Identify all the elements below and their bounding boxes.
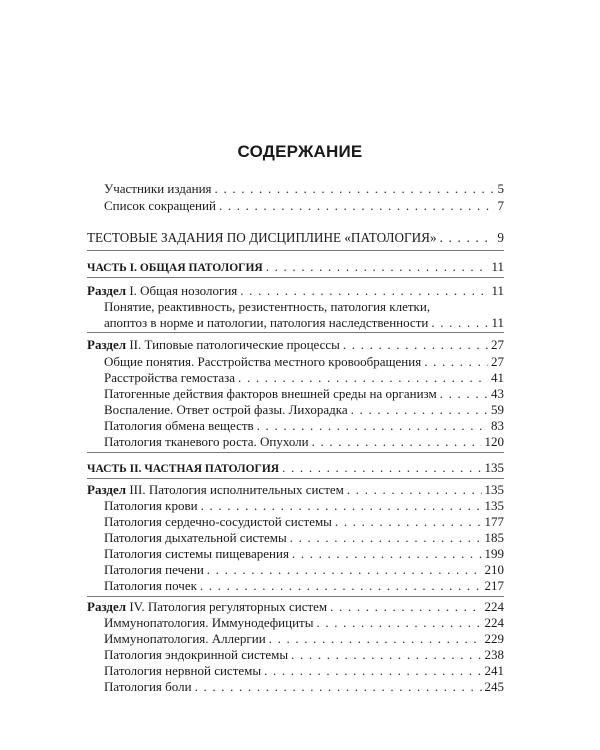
divider [87,250,504,251]
toc-entry-page: 241 [484,663,504,678]
leader-dots [351,401,488,418]
section-title: IV. Патология регуляторных систем [129,599,328,614]
toc-entry-page: 43 [491,386,504,401]
leader-dots [240,282,488,299]
toc-entry[interactable] [104,529,504,546]
toc-entry[interactable] [104,545,504,562]
toc-entry-title: Патология нервной системы [104,663,262,678]
leader-dots [207,561,482,578]
toc-entry-page: 59 [491,402,504,417]
toc-section-1[interactable] [87,282,504,299]
leader-dots [215,180,495,197]
leader-dots [257,417,488,434]
leader-dots [335,513,482,530]
leader-dots [238,369,488,386]
toc-entry-page: 210 [484,562,504,577]
divider [87,452,504,453]
toc-section-heading [87,282,237,299]
toc-entry-page: 224 [484,599,504,614]
toc-entry[interactable] [104,513,504,530]
toc-section-3[interactable] [87,481,504,498]
toc-entry-title: Участники издания [104,181,212,196]
toc-entry[interactable] [104,577,504,594]
toc-entry-page: 9 [497,230,504,245]
leader-dots [264,662,481,679]
toc-main-title[interactable] [87,229,504,246]
toc-entry-page: 238 [484,647,504,662]
toc-entry-page: 11 [491,315,504,330]
page-title: СОДЕРЖАНИЕ [237,142,363,161]
toc-entry-page: 229 [484,631,504,646]
leader-dots [440,385,488,402]
toc-entry-title: Патология эндокринной системы [104,647,289,662]
leader-dots [316,614,481,631]
leader-dots [431,314,488,331]
divider [87,596,504,597]
toc-entry[interactable] [104,369,504,386]
toc-section-4[interactable] [87,598,504,615]
toc-section-heading [87,598,327,615]
toc-part-label: ЧАСТЬ II. ЧАСТНАЯ ПАТОЛОГИЯ [87,463,280,475]
divider [87,277,504,278]
toc-entry-title: апоптоз в норме и патологии, патология наследственности [104,315,429,330]
toc-entry-page: 27 [491,337,504,352]
toc-entry-title: Патология сердечно-сосудистой системы [104,514,332,529]
toc-entry-page: 217 [484,578,504,593]
toc-entry[interactable] [104,433,504,450]
toc-section-2[interactable] [87,336,504,353]
toc-entry-title: Расстройства гемостаза [104,370,236,385]
section-label: Раздел [87,283,127,298]
leader-dots [219,197,495,214]
leader-dots [292,545,482,562]
toc-part-2[interactable] [87,459,504,478]
toc-entry[interactable] [104,180,504,197]
toc-entry[interactable] [104,385,504,402]
divider [87,478,504,479]
toc-entry-title: Воспаление. Ответ острой фазы. Лихорадка [104,402,348,417]
toc-part-label: ЧАСТЬ I. ОБЩАЯ ПАТОЛОГИЯ [87,262,263,274]
section-title: III. Патология исполнительных систем [129,482,344,497]
toc-entry[interactable] [104,678,504,695]
toc-entry-page: 120 [484,434,504,449]
leader-dots [330,598,481,615]
toc-entry-title: Иммунопатология. Аллергии [104,631,266,646]
leader-dots [343,336,488,353]
toc-section-heading [87,481,344,498]
toc-entry[interactable] [104,646,504,663]
toc-entry-page: 11 [491,283,504,298]
divider [87,332,504,333]
toc-entry-page: 224 [484,615,504,630]
toc-entry-page: 27 [491,354,504,369]
toc-entry-title: Патология почек [104,578,197,593]
toc-entry-page: 199 [484,546,504,561]
toc-entry-page: 135 [484,460,504,475]
section-label: Раздел [87,599,127,614]
leader-dots [200,577,482,594]
toc-part-1[interactable] [87,258,504,277]
toc-entry-page: 177 [484,514,504,529]
toc-entry-title: Патология системы пищеварения [104,546,289,561]
toc-entry-page: 185 [484,530,504,545]
leader-dots [269,630,482,647]
toc-entry[interactable] [104,314,504,331]
toc-entry-page: 83 [491,418,504,433]
toc-entry-title: Патология боли [104,679,192,694]
toc-entry-line1[interactable]: Понятие, реактивность, резистентность, патология клетки, [104,299,431,314]
toc-entry[interactable] [104,614,504,631]
toc-section-heading [87,336,340,353]
toc-entry-title: Общие понятия. Расстройства местного кровообращения [104,354,422,369]
toc-entry[interactable] [104,417,504,434]
toc-entry[interactable] [104,197,504,214]
toc-entry-title: Патология дыхательной системы [104,530,287,545]
toc-entry[interactable] [104,561,504,578]
toc-entry-title: Патогенные действия факторов внешней среды на организм [104,386,437,401]
leader-dots [266,258,489,275]
toc-entry-title: Патология тканевого роста. Опухоли [104,434,309,449]
toc-entry[interactable] [104,497,504,514]
toc-entry-title: Патология печени [104,562,204,577]
toc-entry-page: 41 [491,370,504,385]
toc-entry-title: Патология крови [104,498,198,513]
toc-entry-page: 7 [497,198,504,213]
toc-entry[interactable] [104,401,504,418]
section-title: I. Общая нозология [129,283,238,298]
section-title: II. Типовые патологические процессы [129,337,340,352]
toc-entry[interactable] [104,662,504,679]
leader-dots [282,459,481,476]
toc-entry-page: 135 [484,482,504,497]
leader-dots [424,353,488,370]
leader-dots [195,678,482,695]
section-label: Раздел [87,482,127,497]
leader-dots [347,481,482,498]
toc-entry-title: Иммунопатология. Иммунодефициты [104,615,314,630]
leader-dots [290,529,482,546]
toc-entry-title: Список сокращений [104,198,216,213]
leader-dots [312,433,482,450]
toc-entry-page: 11 [491,259,504,274]
toc-entry-title: Патология обмена веществ [104,418,254,433]
leader-dots [440,229,495,246]
toc-entry-page: 245 [484,679,504,694]
section-label: Раздел [87,337,127,352]
toc-entry-title: ТЕСТОВЫЕ ЗАДАНИЯ ПО ДИСЦИПЛИНЕ «ПАТОЛОГИЯ» [87,230,437,245]
toc-entry-page: 135 [484,498,504,513]
toc-entry[interactable] [104,630,504,647]
toc-entry-page: 5 [497,181,504,196]
toc-entry[interactable] [104,353,504,370]
leader-dots [201,497,482,514]
leader-dots [291,646,481,663]
